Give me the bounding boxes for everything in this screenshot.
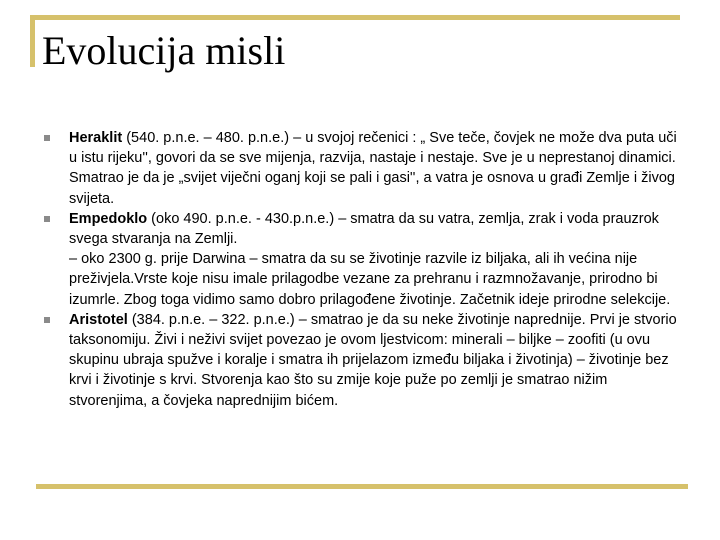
bullet-square-icon <box>44 216 50 222</box>
bullet-square-icon <box>44 317 50 323</box>
bullet-list <box>44 128 684 411</box>
bullet-lead-aristotel: Aristotel <box>69 311 128 328</box>
bullet-item-empedoklo <box>44 209 684 310</box>
bullet-text-aristotel: (384. p.n.e. – 322. p.n.e.) – smatrao je da su neke životinje naprednije. Prvi je stvorio taksonomiju. Živi i neživi svijet povezao je ovom ljestvicom: minerali – biljke – zoofiti (u ovu skupinu ubraja spužve i koralje i smatra ih prijelazom između biljaka i životinja) – životinje bez krvi i životinje s krvi. Stvorenja kao što su zmije koje puže po zemlji je smatrao nižim stvorenjima, a čovjeka naprednijim bićem. <box>69 311 677 409</box>
frame-bottom-line <box>36 484 688 489</box>
bullet-text-heraklit: (540. p.n.e. – 480. p.n.e.) – u svojoj rečenici : „ Sve teče, čovjek ne može dva puta uči u istu rijeku'', govori da se sve mijenja, razvija, nastaje i nestaje. Sve je u neprestanoj dinamici. Smatrao je da je „svijet viječni oganj koji se pali i gasi'', a vatra je osnova u građi Zemlje i živog svijeta. <box>69 130 677 207</box>
bullet-square-icon <box>44 135 50 141</box>
bullet-lead-heraklit: Heraklit <box>69 130 123 146</box>
bullet-continuation-empedoklo: – oko 2300 g. prije Darwina – smatra da su se životinje razvile iz biljaka, ali ih većina nije preživjela.Vrste koje nisu imale prilagodbe vezane za prehranu i razmnožavanje, prirodno bi izumrle. Zbog toga vidimo samo dobro prilagođene životinje. Začetnik ideje prirodne selekcije. <box>69 251 671 308</box>
frame-left-line <box>30 15 35 67</box>
bullet-item-heraklit <box>44 128 684 209</box>
slide-title: Evolucija misli <box>42 28 286 73</box>
bullet-text-empedoklo: (oko 490. p.n.e. - 430.p.n.e.) – smatra da su vatra, zemlja, zrak i voda prauzrok svega stvaranja na Zemlji. <box>69 210 659 248</box>
bullet-item-aristotel <box>44 310 684 411</box>
frame-top-line <box>30 15 680 20</box>
bullet-lead-empedoklo: Empedoklo <box>69 210 148 227</box>
